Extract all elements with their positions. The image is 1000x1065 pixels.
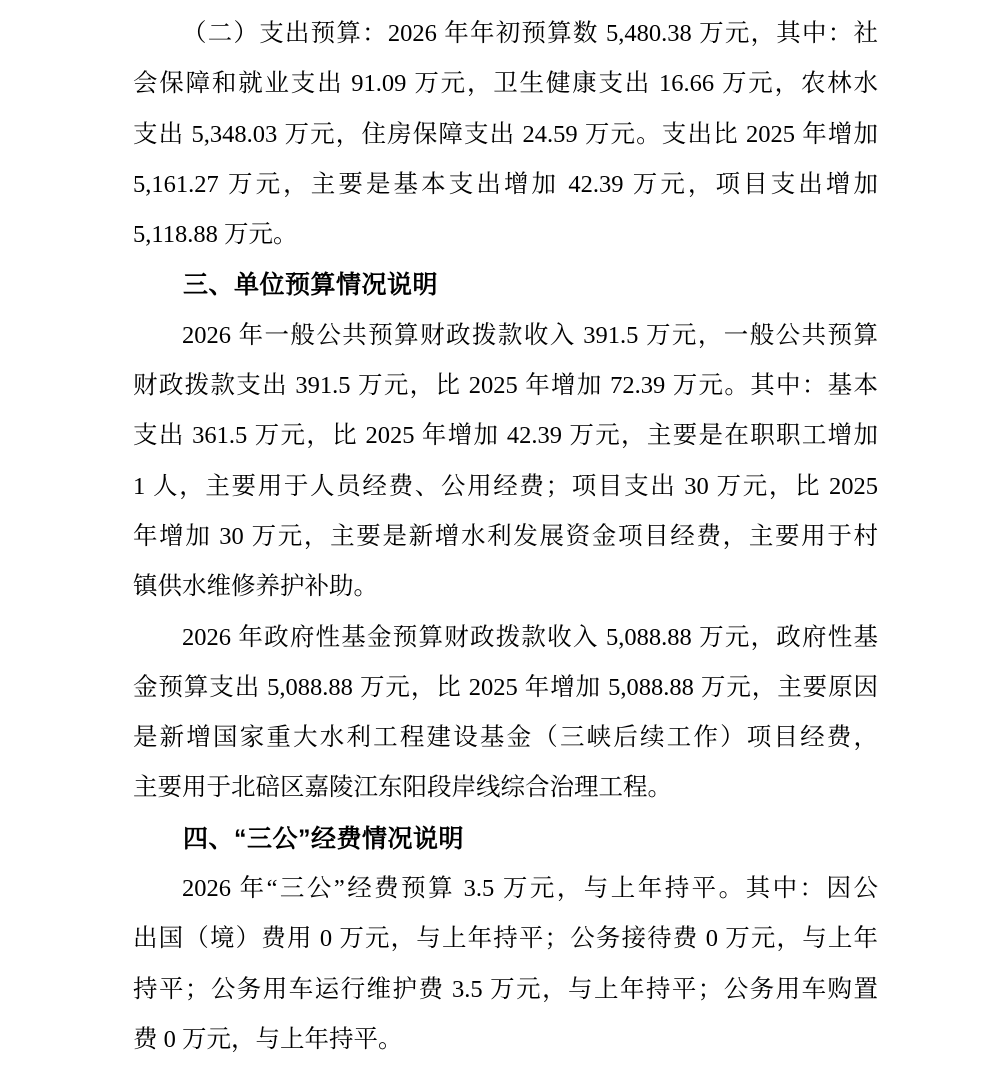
- general-public-budget-paragraph-line: 1 人，主要用于人员经费、公用经费；项目支出 30 万元，比 2025: [133, 472, 878, 500]
- expenditure-budget-paragraph-line: 5,161.27 万元，主要是基本支出增加 42.39 万元，项目支出增加: [133, 170, 878, 198]
- expenditure-budget-paragraph-line: （二）支出预算：2026 年年初预算数 5,480.38 万元，其中：社: [182, 20, 878, 47]
- general-public-budget-paragraph-line: 镇供水维修养护补助。: [133, 573, 378, 601]
- three-public-funds-paragraph-line: 出国（境）费用 0 万元，与上年持平；公务接待费 0 万元，与上年: [133, 925, 878, 953]
- general-public-budget-paragraph-line: 年增加 30 万元，主要是新增水利发展资金项目经费，主要用于村: [133, 522, 878, 550]
- general-public-budget-paragraph-line: 2026 年一般公共预算财政拨款收入 391.5 万元，一般公共预算: [182, 321, 878, 349]
- expenditure-budget-paragraph-line: 支出 5,348.03 万元，住房保障支出 24.59 万元。支出比 2025 年增加: [133, 120, 878, 148]
- document-body: [133, 9, 878, 1065]
- government-fund-budget-paragraph-line: 金预算支出 5,088.88 万元，比 2025 年增加 5,088.88 万元，主要原因: [133, 673, 878, 701]
- three-public-funds-paragraph-line: 2026 年“三公”经费预算 3.5 万元，与上年持平。其中：因公: [182, 875, 878, 903]
- government-fund-budget-paragraph-line: 是新增国家重大水利工程建设基金（三峡后续工作）项目经费，: [133, 724, 878, 752]
- expenditure-budget-paragraph-line: 会保障和就业支出 91.09 万元，卫生健康支出 16.66 万元，农林水: [133, 70, 878, 98]
- section-heading-three-public-funds: 四、“三公”经费情况说明: [183, 824, 465, 853]
- three-public-funds-paragraph-line: 持平；公务用车运行维护费 3.5 万元，与上年持平；公务用车购置: [133, 975, 878, 1003]
- government-fund-budget-paragraph-line: 2026 年政府性基金预算财政拨款收入 5,088.88 万元，政府性基: [182, 623, 878, 651]
- general-public-budget-paragraph-line: 支出 361.5 万元，比 2025 年增加 42.39 万元，主要是在职职工增加: [133, 422, 878, 450]
- three-public-funds-paragraph-line: 费 0 万元，与上年持平。: [133, 1025, 403, 1053]
- government-fund-budget-paragraph-line: 主要用于北碚区嘉陵江东阳段岸线综合治理工程。: [133, 774, 672, 802]
- expenditure-budget-paragraph-line: 5,118.88 万元。: [133, 221, 298, 249]
- section-heading-unit-budget: 三、单位预算情况说明: [183, 271, 439, 300]
- general-public-budget-paragraph-line: 财政拨款支出 391.5 万元，比 2025 年增加 72.39 万元。其中：基本: [133, 372, 878, 400]
